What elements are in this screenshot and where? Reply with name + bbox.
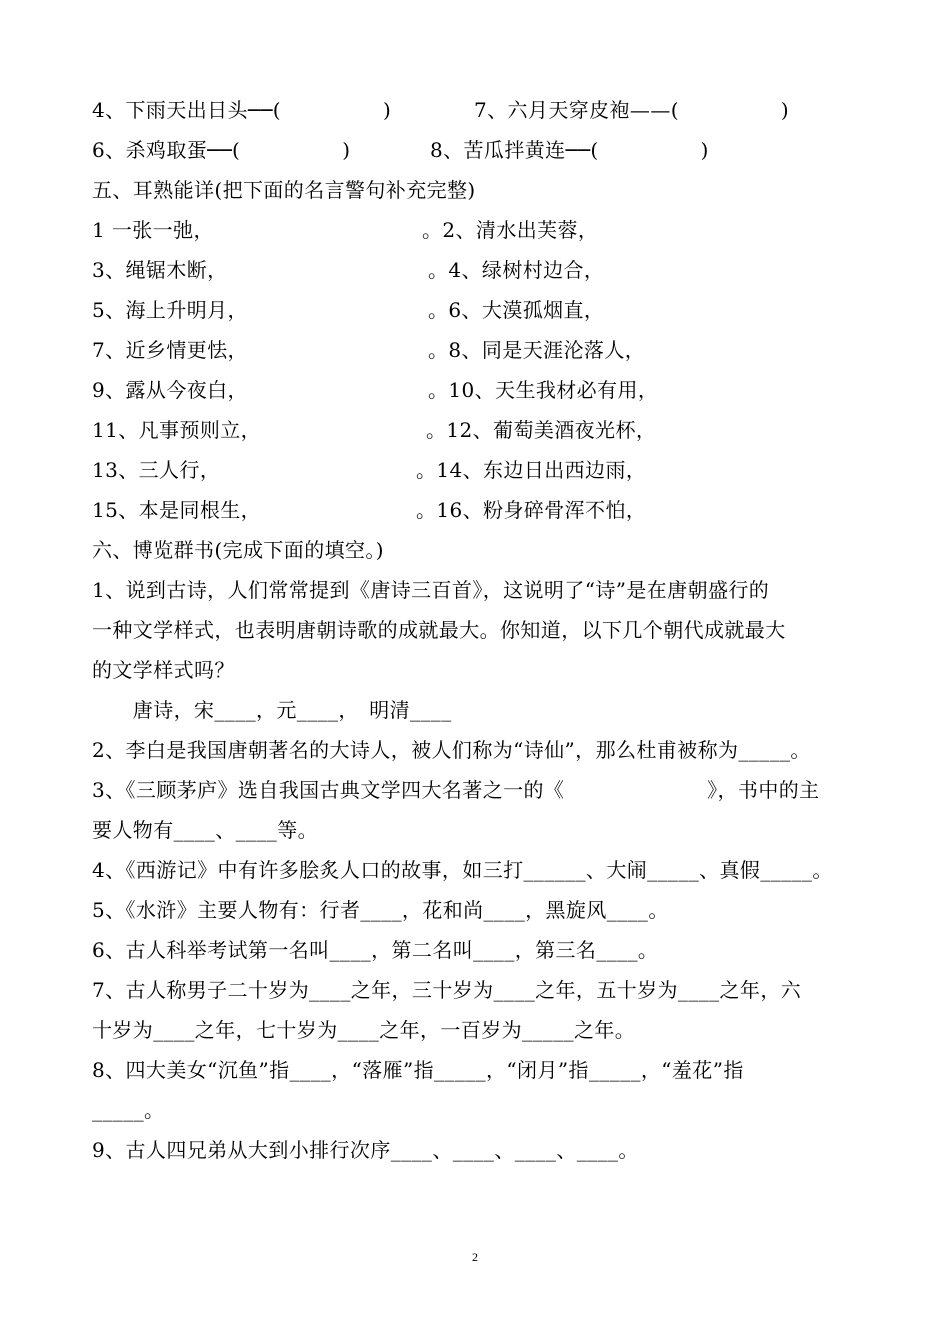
q2-line: 2、李白是我国唐朝著名的大诗人，被人们称为“诗仙”，那么杜甫被称为_____。 [92,738,811,762]
section-6-title: 六、博览群书(完成下面的填空。) [92,538,385,562]
quote-right-3: 。6、大漠孤烟直， [428,298,605,322]
quote-left-2: 3、绳锯木断， [92,258,228,282]
q6-line: 6、古人科举考试第一名叫____，第二名叫____，第三名____。 [92,938,659,962]
quote-right-6: 。12、葡萄美酒夜光杯， [426,418,657,442]
q1-line-2: 一种文学样式，也表明唐朝诗歌的成就最大。你知道，以下几个朝代成就最大 [92,618,786,642]
quote-right-2: 。4、绿树村边合， [428,258,605,282]
q7-line-2: 十岁为____之年，七十岁为____之年，一百岁为_____之年。 [92,1018,636,1042]
q3-line-1: 3、《三顾茅庐》选自我国古典文学四大名著之一的《 》，书中的主 [92,778,820,802]
idiom-7: 7、六月天穿皮袍——( ) [474,98,790,122]
quote-left-8: 15、本是同根生， [92,498,262,522]
q1-line-1: 1、说到古诗，人们常常提到《唐诗三百首》，这说明了“诗”是在唐朝盛行的 [92,578,770,602]
quote-left-4: 7、近乡情更怯， [92,338,248,362]
quote-right-4: 。8、同是天涯沦落人， [428,338,646,362]
q1-line-3: 的文学样式吗？ [92,658,235,682]
quote-left-3: 5、海上升明月， [92,298,248,322]
q3-line-2: 要人物有____、____等。 [92,818,318,842]
idiom-6: 6、杀鸡取蛋──( ) [92,138,351,162]
idiom-8: 8、苦瓜拌黄连──( ) [430,138,709,162]
q1-blanks: 唐诗，宋____，元____， 明清____ [92,698,452,722]
quote-right-8: 。16、粉身碎骨浑不怕， [416,498,647,522]
q8-line-2: _____。 [92,1098,165,1122]
page-number: 2 [472,1250,478,1264]
q8-line-1: 8、四大美女“沉鱼”指____，“落雁”指_____，“闭月”指_____，“羞花”指 [92,1058,744,1082]
quote-right-1: 。2、清水出芙蓉， [422,218,599,242]
quote-left-1: 1 一张一弛， [92,218,214,242]
quote-left-6: 11、凡事预则立， [92,418,262,442]
q9-line: 9、古人四兄弟从大到小排行次序____、____、____、____。 [92,1138,639,1162]
quote-left-5: 9、露从今夜白， [92,378,248,402]
section-5-title: 五、耳熟能详(把下面的名言警句补充完整) [92,178,476,202]
q7-line-1: 7、古人称男子二十岁为____之年，三十岁为____之年，五十岁为____之年，六 [92,978,802,1002]
quote-left-7: 13、三人行， [92,458,221,482]
idiom-4: 4、下雨天出日头──( ) [92,98,392,122]
q5-line: 5、《水浒》主要人物有：行者____，花和尚____，黑旋风____。 [92,898,669,922]
q4-line: 4、《西游记》中有许多脍炙人口的故事，如三打______、大闹_____、真假_____。 [92,858,833,882]
quote-right-5: 。10、天生我材必有用， [428,378,659,402]
quote-right-7: 。14、东边日出西边雨， [416,458,647,482]
